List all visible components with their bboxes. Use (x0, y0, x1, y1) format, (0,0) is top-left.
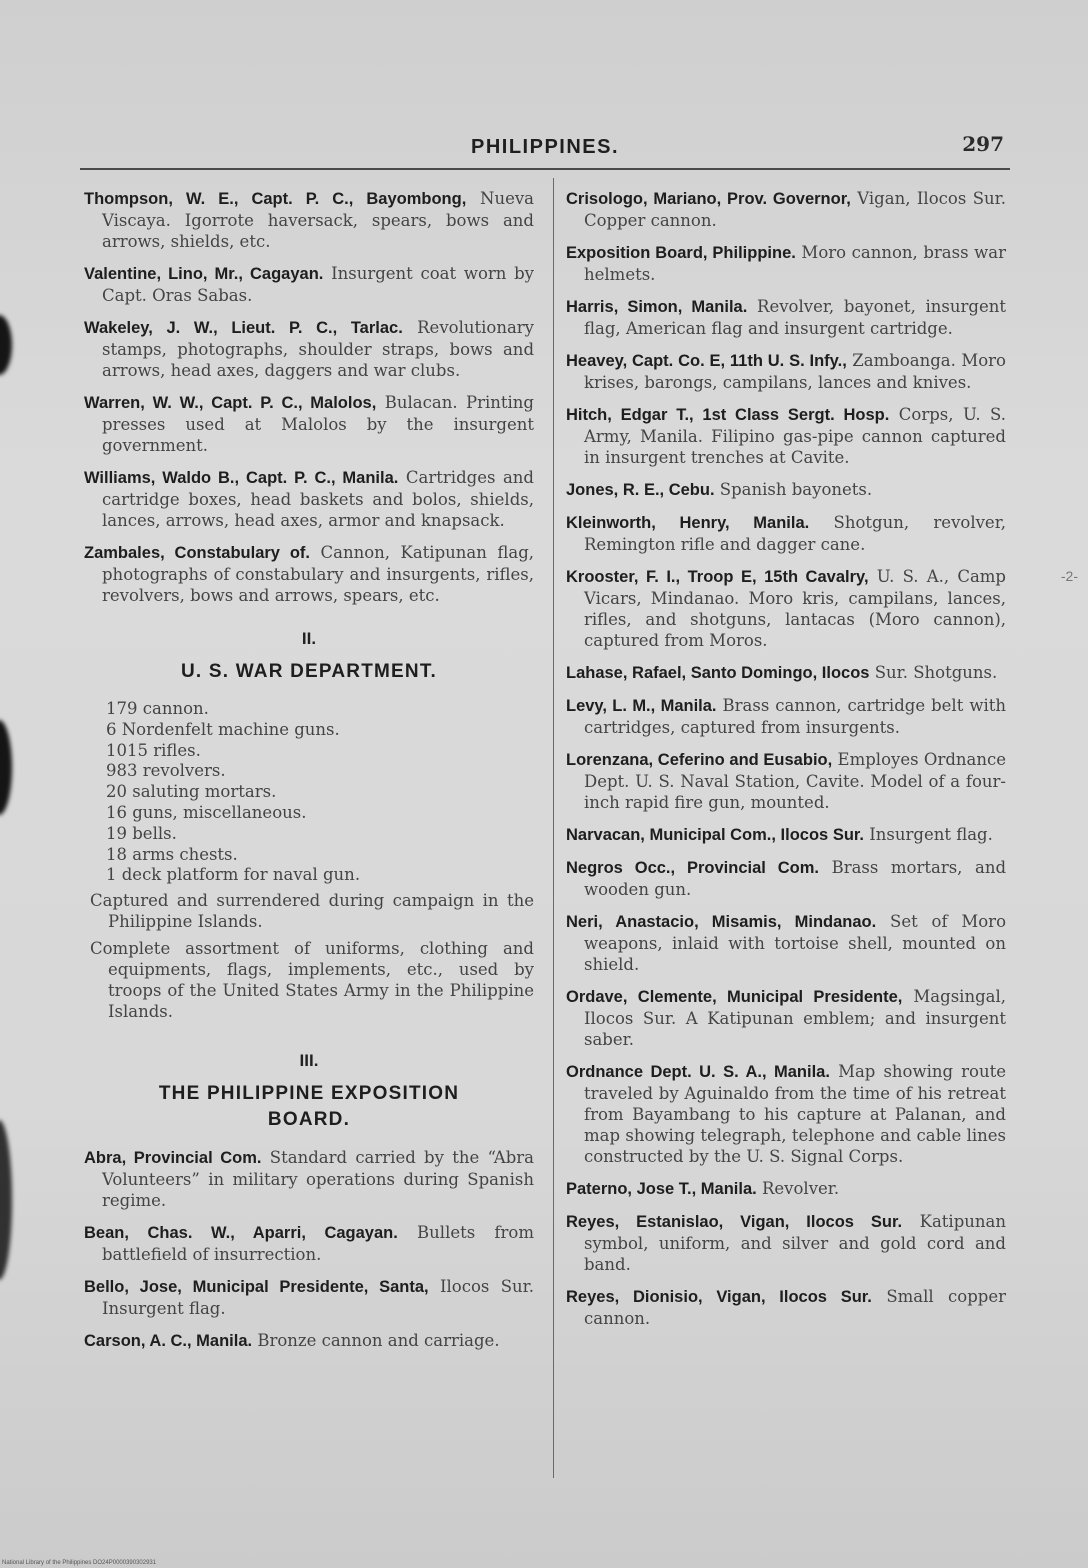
entry-name: Levy, L. M., Manila. (566, 697, 717, 715)
catalog-entry (84, 392, 534, 456)
catalog-entry (566, 1211, 1006, 1275)
column-divider (553, 178, 554, 1478)
inventory-item: 6 Nordenfelt machine guns. (106, 719, 340, 739)
ink-smudge (0, 315, 12, 375)
entry-name: Lahase, Rafael, Santo Domingo, Ilocos (566, 664, 870, 682)
catalog-entry (566, 857, 1006, 900)
entry-name: Hitch, Edgar T., 1st Class Sergt. Hosp. (566, 406, 890, 424)
entry-description: Cartridges and cartridge boxes, head baskets and bolos, shields, lances, arrows, head axes, armor and knapsack. (102, 468, 534, 530)
section-note: Complete assortment of uniforms, clothing and equipments, flags, implements, etc., used by troops of the United States Army in the Philippine Islands. (90, 939, 534, 1022)
catalog-entry (84, 1147, 534, 1211)
catalog-entry (84, 1330, 534, 1352)
entry-description: Revolver, bayonet, insurgent flag, American flag and insurgent cartridge. (584, 297, 1006, 338)
catalog-entry (84, 263, 534, 306)
catalog-entry (566, 1178, 1006, 1200)
war-department-list (106, 699, 534, 886)
inventory-item: 18 arms chests. (106, 844, 238, 864)
entry-description: Moro cannon, brass war helmets. (584, 243, 1006, 284)
entry-name: Paterno, Jose T., Manila. (566, 1180, 757, 1198)
entry-description: Magsingal, Ilocos Sur. A Katipunan emblem; and insurgent saber. (584, 987, 1006, 1049)
entry-description: Map showing route traveled by Aguinaldo from the time of his retreat from Bayambang to his capture at Palanan, and map showing telegraph, telephone and cable lines constructed by the U. S. Signal Corps. (584, 1062, 1007, 1166)
entry-description: Insurgent coat worn by Capt. Oras Sabas. (102, 264, 535, 305)
entry-name: Williams, Waldo B., Capt. P. C., Manila. (84, 469, 399, 487)
catalog-entry (566, 749, 1006, 813)
entry-name: Heavey, Capt. Co. E, 11th U. S. Infy., (566, 352, 847, 370)
catalog-entry (566, 188, 1006, 231)
catalog-entry (566, 662, 1006, 684)
inventory-item: 1015 rifles. (106, 740, 201, 760)
catalog-entry (566, 911, 1006, 975)
left-entries-bottom (84, 1147, 534, 1352)
entry-description: Shotgun, revolver, Remington rifle and dagger cane. (584, 513, 1007, 554)
entry-description: Employes Ordnance Dept. U. S. Naval Station, Cavite. Model of a four-inch rapid fire gun, mounted. (584, 750, 1006, 812)
entry-name: Jones, R. E., Cebu. (566, 481, 715, 499)
entry-name: Warren, W. W., Capt. P. C., Malolos, (84, 394, 377, 412)
entry-description: Small copper cannon. (584, 1287, 1007, 1328)
entry-name: Zambales, Constabulary of. (84, 544, 310, 562)
entry-description: Vigan, Ilocos Sur. Copper cannon. (584, 189, 1006, 230)
entry-name: Harris, Simon, Manila. (566, 298, 748, 316)
entry-name: Exposition Board, Philippine. (566, 244, 796, 262)
right-column (566, 188, 1006, 1340)
entry-name: Wakeley, J. W., Lieut. P. C., Tarlac. (84, 319, 403, 337)
ink-smudge (0, 720, 12, 815)
inventory-item: 19 bells. (106, 823, 177, 843)
entry-name: Bello, Jose, Municipal Presidente, Santa, (84, 1278, 429, 1297)
margin-mark: -2- (1060, 568, 1078, 584)
entry-name: Crisologo, Mariano, Prov. Governor, (566, 190, 851, 208)
entry-name: Narvacan, Municipal Com., Ilocos Sur. (566, 826, 864, 844)
entry-description: Spanish bayonets. (719, 480, 873, 499)
left-entries-top (84, 188, 534, 606)
entry-name: Thompson, W. E., Capt. P. C., Bayombong, (84, 190, 467, 208)
entry-description: U. S. A., Camp Vicars, Mindanao. Moro kris, campilans, lances, rifles, and shotguns, lantacas (Moro cannon), captured from Moros. (584, 567, 1006, 650)
entry-name: Abra, Provincial Com. (84, 1149, 262, 1168)
catalog-entry (566, 1286, 1006, 1329)
entry-description: Corps, U. S. Army, Manila. Filipino gas-pipe cannon captured in insurgent trenches at Cavite. (584, 405, 1007, 467)
page-header (80, 134, 1010, 170)
inventory-item: 1 deck platform for naval gun. (106, 865, 361, 885)
entry-description: Bullets from battlefield of insurrection. (102, 1223, 534, 1265)
entry-description: Revolver. (761, 1179, 840, 1198)
entry-name: Carson, A. C., Manila. (84, 1332, 253, 1351)
catalog-entry (566, 566, 1006, 651)
entry-description: Sur. Shotguns. (874, 663, 998, 682)
catalog-entry (566, 512, 1006, 555)
entry-name: Reyes, Estanislao, Vigan, Ilocos Sur. (566, 1213, 903, 1231)
catalog-entry (84, 1276, 534, 1319)
catalog-entry (566, 404, 1006, 468)
inventory-item: 179 cannon. (106, 699, 209, 718)
library-footer: National Library of the Philippines DO24P0000390302931 (2, 1560, 157, 1566)
entry-name: Negros Occ., Provincial Com. (566, 859, 819, 877)
catalog-entry (566, 695, 1006, 738)
section-title: THE PHILIPPINE EXPOSITION BOARD. (158, 1083, 460, 1131)
entry-description: Nueva Viscaya. Igorrote haversack, spears, bows and arrows, shields, etc. (102, 189, 534, 251)
catalog-entry (566, 242, 1006, 285)
catalog-entry (84, 1222, 534, 1265)
entry-description: Bulacan. Printing presses used at Malolos by the insurgent government. (102, 393, 534, 455)
entry-description: Set of Moro weapons, inlaid with tortoise shell, mounted on shield. (584, 912, 1006, 974)
catalog-entry (566, 986, 1006, 1050)
catalog-entry (84, 467, 534, 531)
section-number: II. (301, 629, 317, 648)
catalog-entry (84, 317, 534, 381)
inventory-item: 16 guns, miscellaneous. (106, 802, 307, 822)
entry-description: Bronze cannon and carriage. (257, 1331, 500, 1351)
entry-description: Zamboanga. Moro krises, barongs, campilans, lances and knives. (584, 351, 1006, 392)
page-number: 297 (962, 132, 1004, 156)
section-note: Captured and surrendered during campaign in the Philippine Islands. (90, 891, 534, 932)
entry-description: Brass mortars, and wooden gun. (584, 858, 1007, 899)
entry-description: Ilocos Sur. Insurgent flag. (102, 1277, 534, 1319)
ink-smudge (0, 1120, 12, 1280)
entry-name: Krooster, F. I., Troop E, 15th Cavalry, (566, 568, 869, 586)
entry-name: Bean, Chas. W., Aparri, Cagayan. (84, 1224, 398, 1243)
section-number: III. (299, 1051, 319, 1071)
catalog-entry (566, 824, 1006, 846)
catalog-entry (84, 188, 534, 252)
entry-description: Standard carried by the “Abra Volunteers” in military operations during Spanish regime. (102, 1148, 534, 1211)
entry-name: Reyes, Dionisio, Vigan, Ilocos Sur. (566, 1288, 872, 1306)
catalog-entry (566, 296, 1006, 339)
section-title: U. S. WAR DEPARTMENT. (180, 661, 438, 682)
entry-description: Cannon, Katipunan flag, photographs of constabulary and insurgents, rifles, revolvers, bows and arrows, spears, etc. (102, 543, 535, 605)
entry-name: Lorenzana, Ceferino and Eusabio, (566, 751, 833, 769)
entry-description: Insurgent flag. (869, 825, 993, 844)
entry-name: Valentine, Lino, Mr., Cagayan. (84, 265, 324, 283)
entry-description: Katipunan symbol, uniform, and silver and gold cord and band. (584, 1212, 1006, 1274)
entry-description: Revolutionary stamps, photographs, shoulder straps, bows and arrows, head axes, daggers and war clubs. (102, 318, 534, 380)
entry-description: Brass cannon, cartridge belt with cartridges, captured from insurgents. (584, 696, 1006, 737)
catalog-entry (566, 1061, 1006, 1167)
entry-name: Ordave, Clemente, Municipal Presidente, (566, 988, 903, 1006)
entry-name: Ordnance Dept. U. S. A., Manila. (566, 1063, 830, 1081)
inventory-item: 20 saluting mortars. (106, 782, 277, 802)
entry-name: Neri, Anastacio, Misamis, Mindanao. (566, 913, 877, 931)
entry-name: Kleinworth, Henry, Manila. (566, 514, 810, 532)
catalog-entry (566, 479, 1006, 501)
inventory-item: 983 revolvers. (106, 761, 226, 781)
catalog-entry (84, 542, 534, 606)
catalog-entry (566, 350, 1006, 393)
left-column (84, 188, 534, 1363)
page-title: PHILIPPINES. (470, 136, 620, 158)
